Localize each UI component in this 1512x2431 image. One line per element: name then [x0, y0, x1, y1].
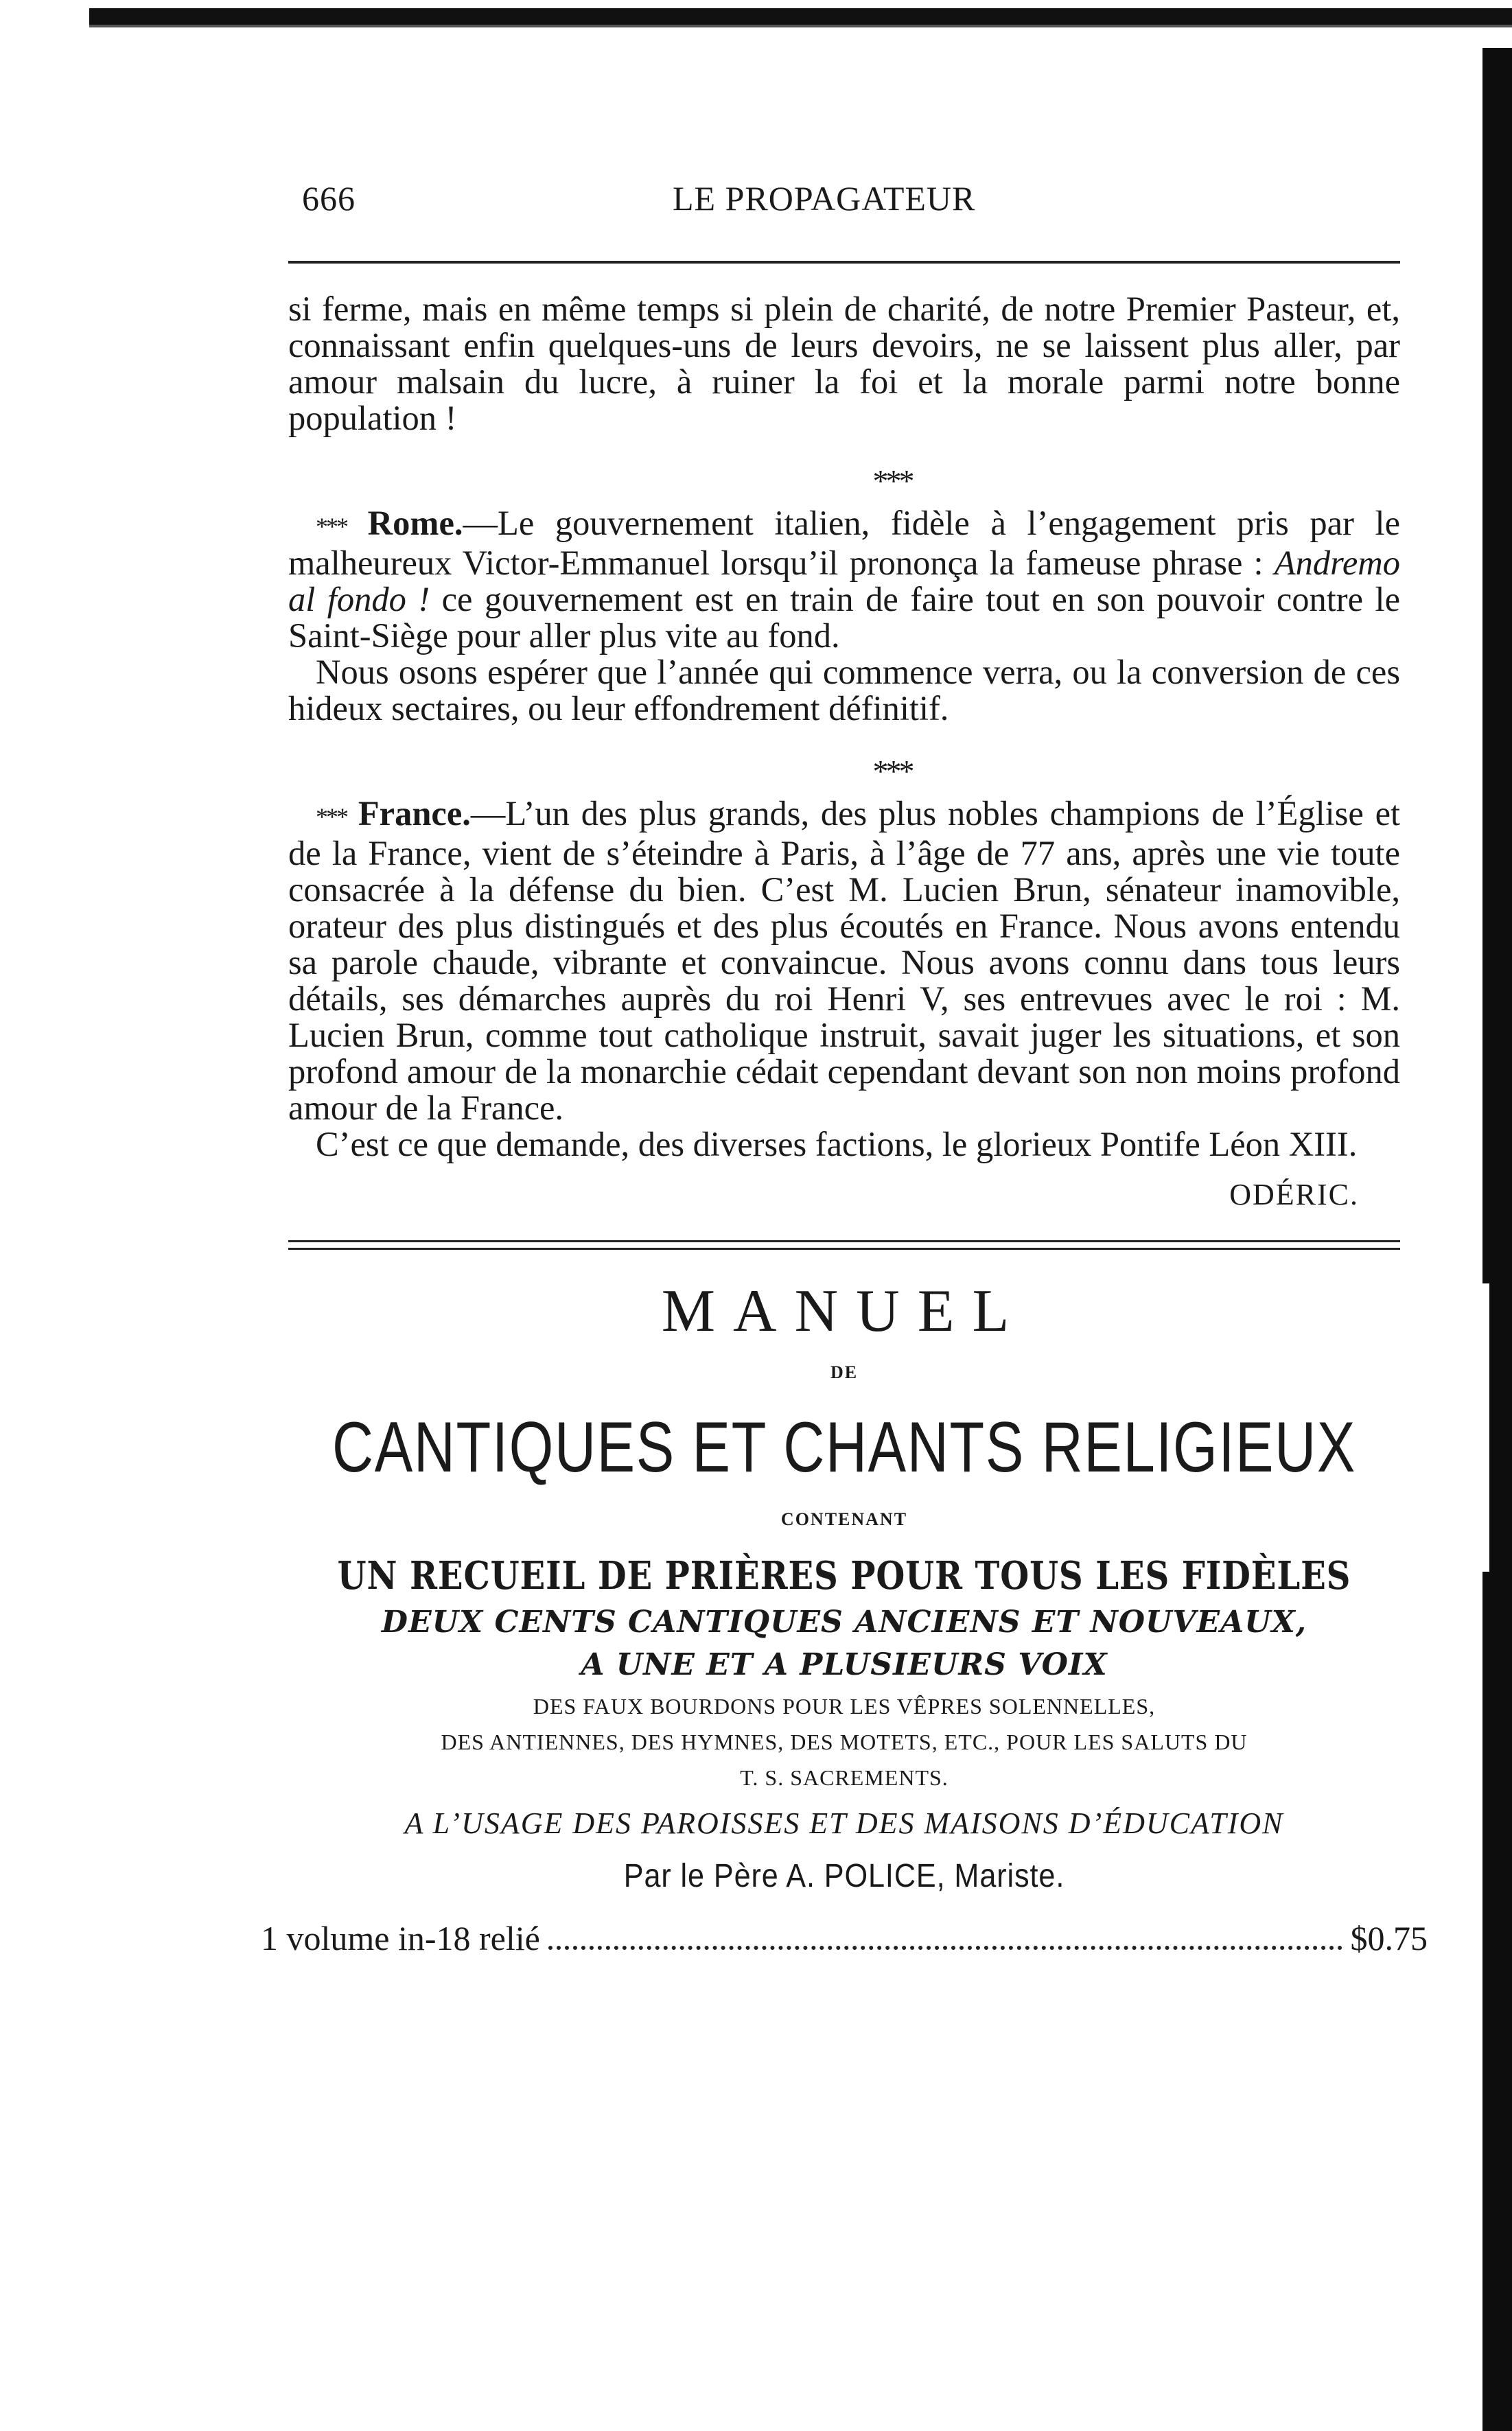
ad-cantiques-line1: DEUX CENTS CANTIQUES ANCIENS ET NOUVEAUX, [381, 1605, 1307, 1640]
running-head [288, 178, 1400, 233]
advertisement [261, 1277, 1428, 1958]
ad-title-cantiques: CANTIQUES ET CHANTS RELIGIEUX [332, 1408, 1356, 1487]
article-body [288, 291, 1400, 1213]
section-stars: *** [316, 513, 347, 540]
ad-contenant: CONTENANT [780, 1509, 908, 1529]
ad-price-item: 1 volume in-18 relié [261, 1919, 540, 1957]
paragraph-rome [288, 505, 1400, 654]
ad-author: Par le Père A. POLICE, Mariste. [623, 1858, 1065, 1894]
paragraph-france [288, 795, 1400, 1126]
scan-edge-right [1482, 48, 1512, 2431]
ad-cantiques-line2: A UNE ET A PLUSIEURS VOIX [581, 1647, 1108, 1682]
section-divider [288, 1240, 1400, 1250]
ad-faux-line1: DES FAUX BOURDONS POUR LES VÊPRES SOLENNELLES, [533, 1694, 1156, 1719]
ad-title-manuel: MANUEL [661, 1278, 1027, 1345]
paragraph-france-2: C’est ce que demande, des diverses factions, le glorieux Pontife Léon XIII. [316, 1125, 1358, 1163]
ad-price-line [261, 1918, 1428, 1958]
rome-text-2: ce gouvernement est en train de faire tout en son pouvoir contre le Saint-Siège pour aller plus vite au fond. [288, 580, 1400, 655]
running-title: LE PROPAGATEUR [673, 179, 976, 218]
ad-usage: A L’USAGE DES PAROISSES ET DES MAISONS D’ÉDUCATION [404, 1806, 1284, 1840]
header-rule [288, 261, 1400, 264]
ad-faux-line2: DES ANTIENNES, DES HYMNES, DES MOTETS, ETC., POUR LES SALUTS DU [441, 1730, 1248, 1754]
scan-edge-top [89, 8, 1512, 36]
leader-dots [548, 1946, 1342, 1950]
rome-quote: Andremo al fondo ! [288, 544, 1400, 618]
page [261, 178, 1428, 1958]
ad-recueil: UN RECUEIL DE PRIÈRES POUR TOUS LES FIDÈLES [337, 1553, 1351, 1598]
signature: ODÉRIC. [1229, 1178, 1359, 1211]
france-text: —L’un des plus grands, des plus nobles champions de l’Église et de la France, vient de s’éteindre à Paris, à l’âge de 77 ans, après une vie toute consacrée à la défense du bien. C’est M. Lucien Brun, sénateur inamovible, orateur des plus distingués et des plus écoutés en France. Nous avons entendu sa parole chaude, vibrante et convaincue. Nous avons connu dans tous leurs détails, ses démarches auprès du roi Henri V, ses entrevues avec le roi : M. Lucien Brun, comme tout catholique instruit, savait juger les situations, et son profond amour de la monarchie cédait cependant devant son non moins profond amour de la France. [288, 794, 1401, 1127]
section-stars: *** [316, 803, 347, 830]
ad-de: DE [830, 1362, 859, 1382]
paragraph-rome-2: Nous osons espérer que l’année qui commence verra, ou la conversion de ces hideux sectaires, ou leur effondrement définitif. [288, 653, 1400, 728]
section-separator: *** [872, 754, 912, 789]
page-number: 666 [302, 179, 356, 218]
section-heading-rome: Rome. [367, 504, 463, 542]
ad-price-value: $0.75 [1350, 1919, 1428, 1957]
paragraph-continuation: si ferme, mais en même temps si plein de charité, de notre Premier Pasteur, et, connaissant enfin quelques-uns de leurs devoirs, ne se laissent plus aller, par amour malsain du lucre, à ruiner la foi et la morale parmi notre bonne population ! [288, 290, 1400, 437]
scan-edge-gap [1482, 1283, 1489, 1572]
rome-text-1: —Le gouvernement italien, fidèle à l’engagement pris par le malheureux Victor-Emmanuel lorsqu’il prononça la fameuse phrase : [288, 504, 1400, 582]
section-heading-france: France. [358, 794, 471, 833]
ad-faux-line3: T. S. SACREMENTS. [740, 1765, 949, 1790]
section-separator: *** [872, 463, 912, 498]
